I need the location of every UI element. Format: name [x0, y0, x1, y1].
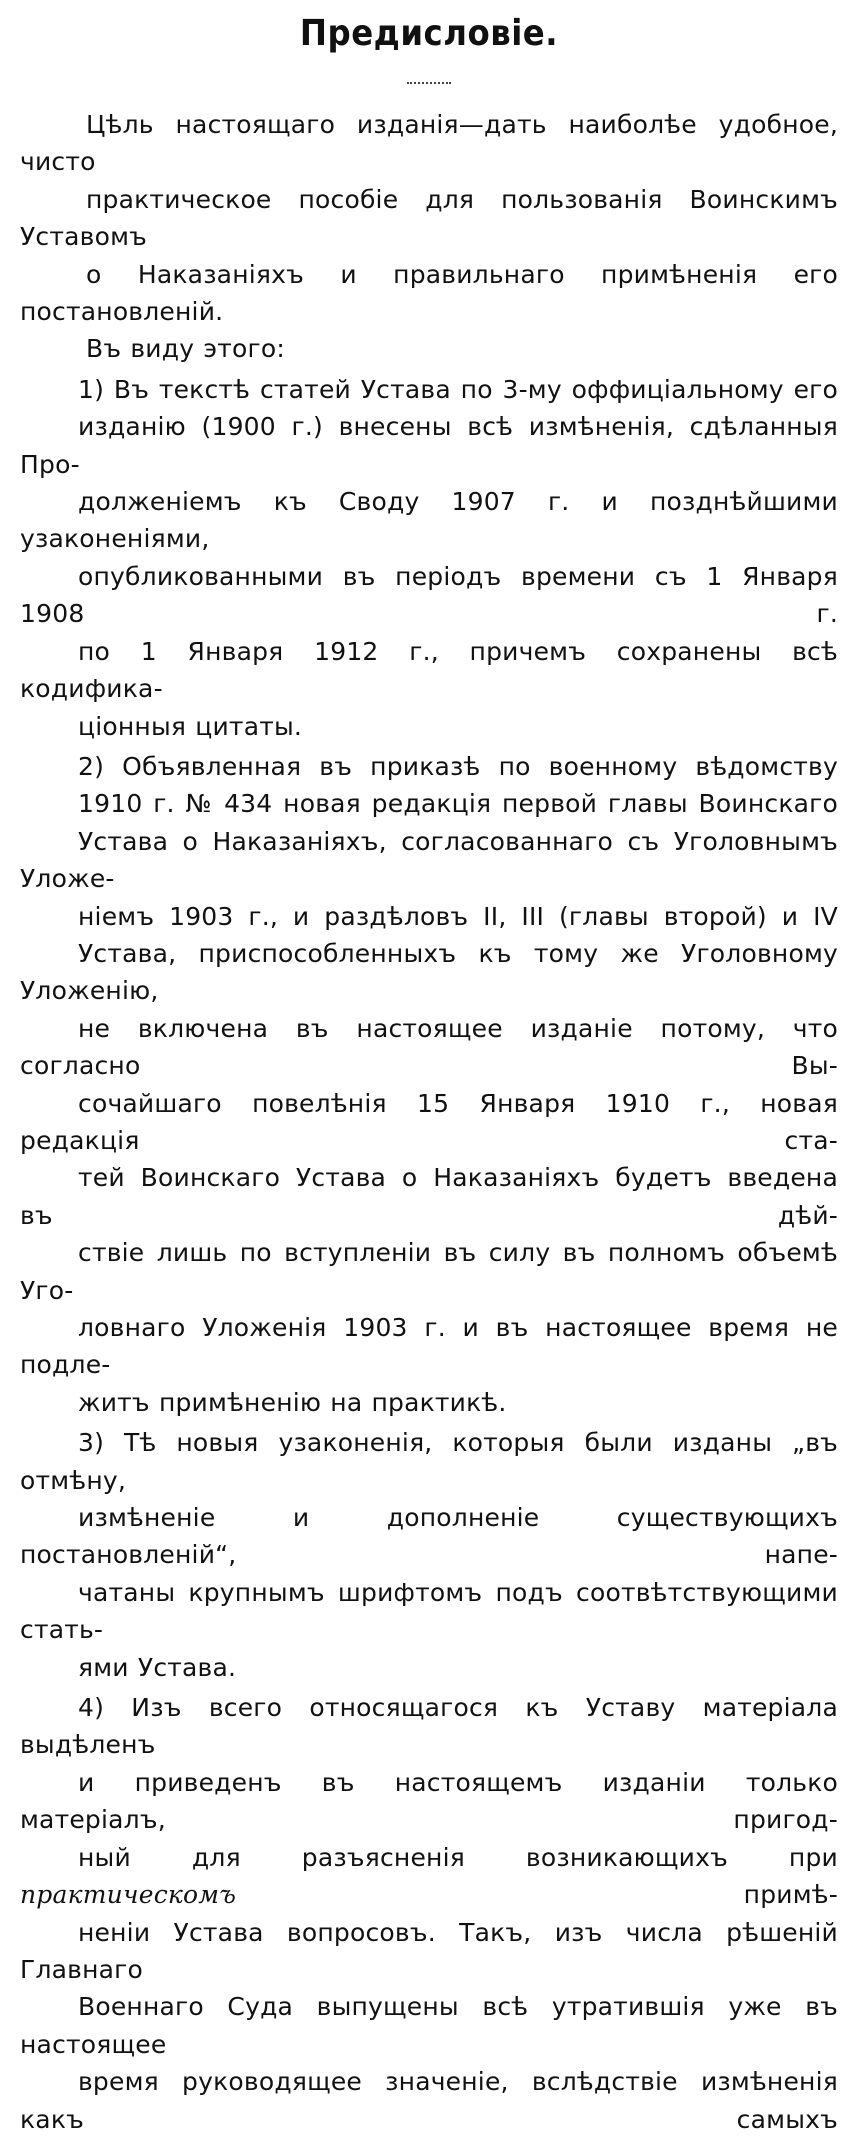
text-line: 1) Въ текстѣ статей Устава по 3-му оффиціальному его [78, 374, 838, 404]
text-line: житъ примѣненію на практикѣ. [78, 1387, 507, 1417]
paragraph-item-3 [20, 1424, 838, 1686]
text-line: 2) Объявленная въ приказѣ по военному вѣдомству [78, 751, 838, 781]
text-line: практическое пособіе для пользованія Воинскимъ Уставомъ [20, 184, 838, 252]
text-line: чатаны крупнымъ шрифтомъ подъ соотвѣтствующими стать- [20, 1577, 838, 1645]
italic-emphasis: практическомъ [20, 1880, 237, 1910]
text-line: изданію (1900 г.) внесены всѣ измѣненія, сдѣланныя Про- [20, 412, 838, 479]
text-line: время руководящее значеніе, вслѣдствіе измѣненія какъ самыхъ [20, 2067, 838, 2134]
page-title: Предисловіе. [299, 13, 559, 54]
paragraph-item-2 [20, 748, 838, 1421]
text-line: неніи Устава вопросовъ. Такъ, изъ числа рѣшеній Главнаго [20, 1917, 838, 1984]
text-line: опубликованными въ періодъ времени съ 1 Января 1908 г. [20, 561, 838, 629]
text-line: ціонныя цитаты. [78, 711, 303, 741]
text-line: ствіе лишь по вступленіи въ силу въ полномъ объемѣ Уго- [20, 1238, 838, 1305]
paragraph-item-4 [20, 1689, 838, 2138]
text-line: не включена въ настоящее изданіе потому, что согласно Вы- [20, 1013, 838, 1081]
text-line: Цѣль настоящаго изданія—дать наиболѣе удобное, чисто [20, 110, 838, 177]
text-line: и приведенъ въ настоящемъ изданіи только матеріалъ, пригод- [20, 1767, 838, 1835]
text-line: Въ виду этого: [86, 334, 286, 364]
text-line: ями Устава. [78, 1652, 237, 1682]
text-line: по 1 Января 1912 г., причемъ сохранены всѣ кодифика- [20, 636, 838, 704]
text-segment: примѣ- [236, 1880, 838, 1910]
text-line: ніемъ 1903 г., и раздѣловъ II, III (главы второй) и IV [78, 901, 838, 931]
text-line: сочайшаго повелѣнія 15 Января 1910 г., новая редакція ста- [20, 1088, 838, 1155]
text-line: о Наказаніяхъ и правильнаго примѣненія его постановленій. [20, 259, 838, 327]
text-line-with-italic [20, 1839, 838, 1914]
text-line: тей Воинскаго Устава о Наказаніяхъ будетъ введена въ дѣй- [20, 1163, 838, 1230]
text-line: 4) Изъ всего относящагося къ Уставу матеріала выдѣленъ [20, 1693, 838, 1760]
text-line: 1910 г. № 434 новая редакція первой главы Воинскаго [78, 789, 838, 819]
paragraph-intro [20, 106, 838, 368]
ornamental-divider [407, 82, 451, 84]
text-line: ловнаго Уложенія 1903 г. и въ настоящее время не подле- [20, 1313, 838, 1380]
text-line: измѣненіе и дополненіе существующихъ постановленій“, напе- [20, 1503, 838, 1570]
text-segment: ный для разъясненія возникающихъ при [78, 1842, 838, 1872]
paragraph-item-1 [20, 371, 838, 745]
text-line: Военнаго Суда выпущены всѣ утратившія уже въ настоящее [20, 1992, 838, 2059]
text-line: Устава, приспособленныхъ къ тому же Уголовному Уложенію, [20, 938, 838, 1006]
text-line: 3) Тѣ новыя узаконенія, которыя были изданы „въ отмѣну, [20, 1428, 838, 1495]
text-line: долженіемъ къ Своду 1907 г. и позднѣйшими узаконеніями, [20, 487, 838, 554]
text-line: Устава о Наказаніяхъ, согласованнаго съ Уголовнымъ Уложе- [20, 826, 838, 894]
